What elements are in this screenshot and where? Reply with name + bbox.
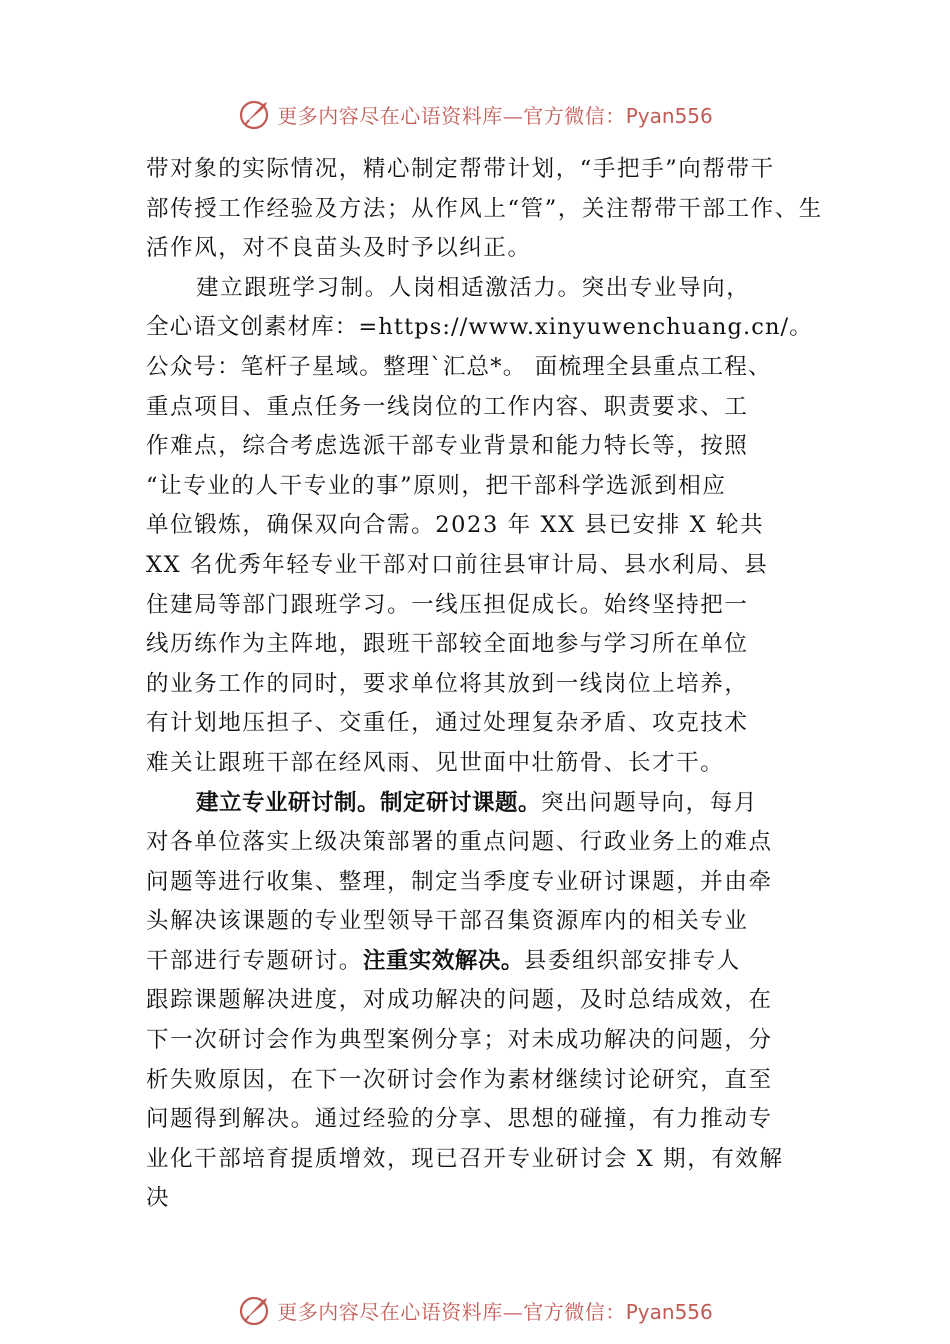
text-line: 问题得到解决。通过经验的分享、思想的碰撞，有力推动专 <box>146 1106 773 1133</box>
text-line: 有计划地压担子、交重任，通过处理复杂矛盾、攻克技术 <box>146 710 749 737</box>
document-body <box>146 150 826 1219</box>
quill-logo-icon <box>237 1292 273 1328</box>
text-line: XX 名优秀年轻专业干部对口前往县审计局、县水利局、县 <box>146 551 769 578</box>
text-line: 建立跟班学习制。人岗相适激活力。突出专业导向， <box>196 274 751 301</box>
text-run: 干部进行专题研讨。 <box>146 947 363 974</box>
text-run: 县委组织部安排专人 <box>523 947 741 974</box>
footer-watermark <box>0 1290 950 1330</box>
bold-heading: 注重实效解决。 <box>362 947 524 974</box>
text-line: 作难点，综合考虑选派干部专业背景和能力特长等，按照 <box>146 433 749 460</box>
text-run: 突出问题导向，每月 <box>541 789 758 816</box>
paragraph-3 <box>146 784 826 1220</box>
text-line: 带对象的实际情况，精心制定帮带计划，“手把手”向帮带干 <box>146 156 775 182</box>
text-line: 单位锻炼，确保双向合需。2023 年 XX 县已安排 X 轮共 <box>146 512 765 539</box>
text-line: 头解决该课题的专业型领导干部召集资源库内的相关专业 <box>146 908 749 935</box>
text-line: 对各单位落实上级决策部署的重点问题、行政业务上的难点 <box>146 829 773 856</box>
text-line: “让专业的人干专业的事”原则，把干部科学选派到相应 <box>146 472 727 499</box>
quill-logo-icon <box>237 96 273 132</box>
bold-heading: 建立专业研讨制。制定研讨课题。 <box>196 789 542 816</box>
paragraph-1 <box>146 150 826 269</box>
text-line: 析失败原因，在下一次研讨会作为素材继续讨论研究，直至 <box>146 1066 773 1093</box>
text-line: 活作风，对不良苗头及时予以纠正。 <box>146 235 532 262</box>
text-line: 部传授工作经验及方法；从作风上“管”，关注帮带干部工作、生 <box>146 195 823 222</box>
text-line: 全心语文创素材库：=https://www.xinyuwenchuang.cn/。 <box>146 314 813 341</box>
text-line: 公众号：笔杆子星域。整理`汇总*。 面梳理全县重点工程、 <box>146 353 772 380</box>
text-line: 难关让跟班干部在经风雨、见世面中壮筋骨、长才干。 <box>146 749 725 776</box>
header-text: 更多内容尽在心语资料库—官方微信：Pyan556 <box>277 103 713 128</box>
header-watermark <box>0 94 950 134</box>
text-line <box>146 942 826 982</box>
text-line: 下一次研讨会作为典型案例分享；对未成功解决的问题，分 <box>146 1027 773 1054</box>
text-line: 问题等进行收集、整理，制定当季度专业研讨课题，并由牵 <box>146 868 773 895</box>
paragraph-2 <box>146 269 826 784</box>
footer-text: 更多内容尽在心语资料库—官方微信：Pyan556 <box>277 1299 713 1324</box>
text-line: 住建局等部门跟班学习。一线压担促成长。始终坚持把一 <box>146 591 749 618</box>
text-line: 的业务工作的同时，要求单位将其放到一线岗位上培养， <box>146 670 749 697</box>
text-line: 业化干部培育提质增效，现已召开专业研讨会 X 期，有效解 <box>146 1145 784 1172</box>
text-line: 重点项目、重点任务一线岗位的工作内容、职责要求、工 <box>146 393 749 420</box>
text-line: 线历练作为主阵地，跟班干部较全面地参与学习所在单位 <box>146 631 749 658</box>
text-line <box>146 784 826 824</box>
text-line: 决 <box>146 1185 171 1212</box>
text-line: 跟踪课题解决进度，对成功解决的问题，及时总结成效，在 <box>146 987 773 1014</box>
